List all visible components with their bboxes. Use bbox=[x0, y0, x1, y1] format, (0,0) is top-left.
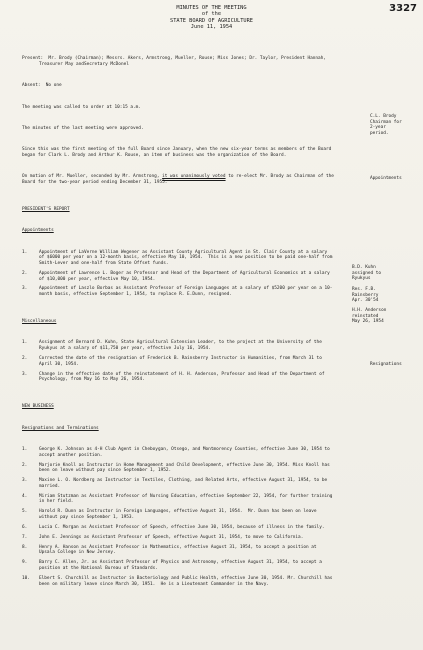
appointments-list bbox=[22, 250, 334, 298]
resignation-item bbox=[22, 535, 334, 541]
miscellaneous-item bbox=[22, 356, 334, 367]
presidents-report-heading: PRESIDENT'S REPORT bbox=[22, 207, 70, 212]
header-line: of the bbox=[201, 11, 222, 18]
item-number: 5. bbox=[22, 509, 28, 515]
motion-text: to re-elect Mr. Brody as Chairman of the Board for the two-year period ending December 31, 1955. bbox=[22, 174, 337, 185]
item-text: Miriam Stutzman as Assistant Professor of Nursing Education, effective September 22, 1954, for further training in her field. bbox=[39, 493, 336, 505]
appointment-item bbox=[22, 250, 334, 267]
item-number: 1. bbox=[22, 446, 28, 452]
resignation-item bbox=[22, 525, 334, 531]
miscellaneous-item bbox=[22, 340, 334, 351]
item-number: 2. bbox=[22, 270, 28, 276]
resignation-item bbox=[22, 545, 334, 556]
present-paragraph: Present: Mr. Brody (Chairman); Messrs. Akers, Armstrong, Mueller, Rouse; Miss Jones; Dr. Taylor, President Hannah, Treasurer May andSecretary McDonel bbox=[22, 56, 329, 68]
item-text: John E. Jennings as Assistant Professor of Speech, effective August 31, 1954, to move to California. bbox=[39, 534, 304, 540]
item-text: Assignment of Bernard D. Kuhn, State Agricultural Extension Leader, to the project at the University of the Ryukyus at a salary of $11,750 per year, effective July 16, 1954. bbox=[39, 340, 325, 352]
margin-note-appointments: Appointments bbox=[370, 176, 402, 181]
motion-paragraph bbox=[22, 174, 337, 185]
item-number: 3. bbox=[22, 478, 28, 484]
item-text: Barry C. Allen, Jr. as Assistant Professor of Physics and Astronomy, effective August 31, 1954, to accept a position at the National Bureau of Standards. bbox=[39, 560, 325, 572]
miscellaneous-list bbox=[22, 340, 334, 383]
item-text: Harold R. Dunn as Instructor in Foreign Languages, effective August 31, 1954. Mr. Dunn has been on leave without pay since September 1, 1953. bbox=[39, 509, 320, 521]
item-text: Elbert S. Churchill as Instructor in Bacteriology and Public Health, effective June 30, 1954. Mr. Churchill has been on military leave since March 30, 1951. He is a Lieutenant Commander in the Navy. bbox=[39, 575, 336, 587]
item-text: Corrected the date of the resignation of Frederick B. Rainsberry Instructor in Humanities, from March 31 to April 30, 1954. bbox=[39, 356, 325, 367]
resignation-item bbox=[22, 478, 334, 489]
margin-note-brody: C.L. Brody Chairman for 2-year period. bbox=[370, 114, 402, 136]
item-text: Marjorie Knoll as Instructor in Home Management and Child Development, effective June 30, 1954. Miss Knoll has been on leave without pay since September 1, 1952. bbox=[39, 462, 333, 474]
margin-note-anderson: H.H. Anderson reinstated May 26, 1954 bbox=[352, 308, 387, 325]
item-number: 4. bbox=[22, 493, 28, 499]
called-paragraph: The meeting was called to order at 10:15 a.m. bbox=[22, 104, 141, 110]
item-text: Appointment of Lawrence L. Boger as Professor and Head of the Department of Agricultural Economics at a salary of $10,000 per year, effective May 10, 1954. bbox=[39, 270, 333, 282]
item-text: Lucia C. Morgan as Assistant Professor of Speech, effective June 30, 1954, because of illness in the family. bbox=[39, 524, 325, 530]
absent-paragraph: Absent: No one bbox=[22, 83, 62, 89]
item-number: 3. bbox=[22, 286, 28, 292]
item-text: Change in the effective date of the reinstatement of H. H. Anderson, Professor and Head of the Department of Psychology, from May 16 to May 26, 1954. bbox=[39, 371, 328, 383]
margin-note-rainsberry: Res. F.B. Rainsberry Apr. 30'54 bbox=[352, 287, 379, 304]
item-number: 9. bbox=[22, 560, 28, 566]
appointments-heading: Appointments bbox=[22, 228, 54, 234]
resignation-item bbox=[22, 494, 334, 505]
item-text: George K. Johnson as 4-H Club Agent in Cheboygan, Otsego, and Montmorency Counties, effective June 30, 1954 to accept another position. bbox=[39, 446, 333, 458]
motion-text: On motion of Mr. Mueller, seconded by Mr. Armstrong, bbox=[22, 174, 163, 180]
margin-note-kuhn: B.D. Kuhn assigned to Ryukyus bbox=[352, 265, 382, 282]
appointment-item bbox=[22, 286, 334, 297]
item-number: 1. bbox=[22, 249, 28, 255]
header-line: STATE BOARD OF AGRICULTURE bbox=[170, 17, 253, 24]
header-line: MINUTES OF THE MEETING bbox=[176, 5, 247, 11]
item-number: 2. bbox=[22, 462, 28, 468]
item-number: 6. bbox=[22, 524, 28, 530]
appointment-item bbox=[22, 271, 334, 282]
resignations-list bbox=[22, 447, 334, 587]
item-text: Henry A. Hanson as Assistant Professor in Mathematics, effective August 31, 1954, to accept a position at Upsala College in New Jersey. bbox=[39, 544, 320, 556]
header-line: June 11, 1954 bbox=[190, 24, 233, 31]
item-number: 3. bbox=[22, 371, 28, 377]
since-paragraph: Since this was the first meeting of the full Board since January, when the new six-year terms as members of the Board began for Clark L. Brody and Arthur K. Rouse, an item of business was the organization of the Board. bbox=[22, 147, 334, 158]
new-business-heading: NEW BUSINESS bbox=[22, 404, 54, 410]
resignation-item bbox=[22, 463, 334, 474]
minutes-paragraph: The minutes of the last meeting were approved. bbox=[22, 126, 144, 131]
item-number: 8. bbox=[22, 544, 28, 550]
item-number: 7. bbox=[22, 534, 28, 540]
item-text: Appointment of LaVerne William Wegener as Assistant County Agricultural Agent in St. Clair County at a salary of $6000 per year on a 12-month basis, effective May 10, 1954. This is a new position to be paid one-half from Smith-Lever and one-half from State Offset funds. bbox=[39, 249, 336, 266]
resignation-item bbox=[22, 576, 334, 587]
margin-note-resignations: Resignations bbox=[370, 362, 402, 367]
resignation-item bbox=[22, 509, 334, 520]
minutes-header bbox=[0, 5, 423, 31]
page-number: 3327 bbox=[389, 3, 417, 14]
document-body bbox=[22, 45, 337, 603]
miscellaneous-item bbox=[22, 372, 334, 383]
item-number: 10. bbox=[22, 575, 30, 581]
item-text: Maxine L. O. Nordberg as Instructor in Textiles, Clothing, and Related Arts, effective August 31, 1954, to be married. bbox=[39, 478, 330, 489]
item-number: 1. bbox=[22, 340, 28, 346]
resignation-item bbox=[22, 447, 334, 458]
miscellaneous-heading: Miscellaneous bbox=[22, 319, 57, 325]
motion-underlined: it was unanimously voted bbox=[162, 174, 226, 180]
resignation-item bbox=[22, 560, 334, 571]
item-number: 2. bbox=[22, 356, 28, 362]
resignations-heading: Resignations and Terminations bbox=[22, 425, 99, 431]
item-text: Appointment of Laszlo Borbas as Assistant Professor of Foreign Languages at a salary of $5200 per year on a 10-month basis, effective September 1, 1954, to replace R. E.Dunn, resigned. bbox=[39, 286, 333, 298]
